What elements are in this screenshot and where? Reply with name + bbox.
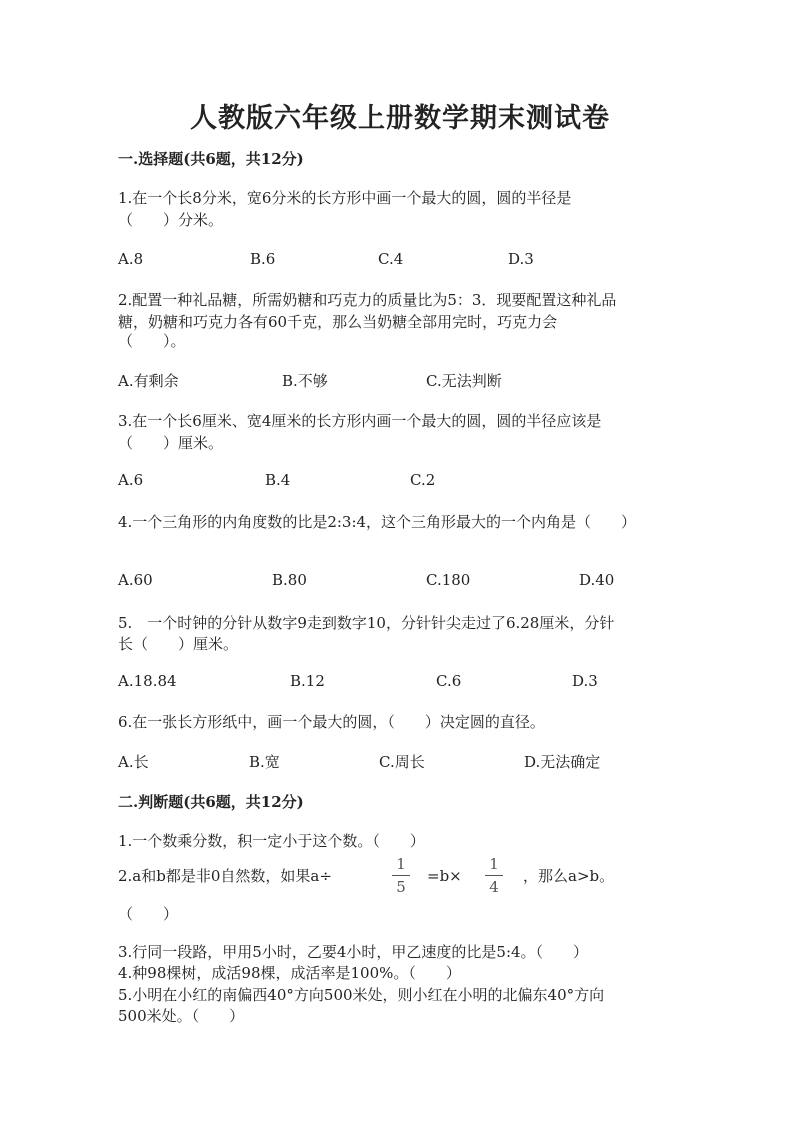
- question-1-option-a: A.8: [118, 250, 144, 268]
- question-4-option-a: A.60: [118, 571, 153, 589]
- question-1-option-c: C.4: [378, 250, 404, 268]
- judge-question-5-line-1: 5.小明在小红的南偏西40°方向500米处，则小红在小明的北偏东40°方向: [118, 986, 605, 1004]
- judge-question-4: 4.种98棵树，成活98棵，成活率是100%。（ ）: [118, 964, 461, 982]
- question-6-option-b: B.宽: [249, 753, 280, 771]
- question-6-option-a: A.长: [118, 753, 149, 771]
- fraction-numerator: 1: [489, 855, 499, 873]
- judge-question-2-part-1: 2.a和b都是非0自然数，如果a÷: [118, 867, 332, 885]
- question-3-option-c: C.2: [410, 471, 436, 489]
- question-4-option-d: D.40: [579, 571, 615, 589]
- question-4-line-1: 4.一个三角形的内角度数的比是2:3:4，这个三角形最大的一个内角是（ ）: [118, 513, 637, 531]
- fraction-bar: [392, 875, 410, 876]
- question-4-option-c: C.180: [426, 571, 471, 589]
- question-2-option-c: C.无法判断: [426, 372, 502, 390]
- judge-question-2-paren: （ ）: [118, 905, 179, 923]
- question-5-option-d: D.3: [572, 672, 598, 690]
- question-4-option-b: B.80: [272, 571, 307, 589]
- fraction-bar: [485, 875, 503, 876]
- question-1-option-b: B.6: [250, 250, 276, 268]
- judge-question-1: 1.一个数乘分数，积一定小于这个数。（ ）: [118, 832, 425, 850]
- judge-question-2-part-3: ，那么a>b。: [523, 867, 615, 885]
- question-1-option-d: D.3: [508, 250, 534, 268]
- fraction-denominator: 5: [396, 878, 406, 896]
- question-3-option-a: A.6: [118, 471, 144, 489]
- judge-question-2-part-2: =b×: [427, 867, 462, 885]
- question-2-option-b: B.不够: [282, 372, 328, 390]
- fraction-one-fifth: [391, 855, 411, 896]
- question-5-option-a: A.18.84: [118, 672, 177, 690]
- question-5-option-b: B.12: [290, 672, 325, 690]
- question-3-option-b: B.4: [265, 471, 291, 489]
- question-5-line-1: 5. 一个时钟的分针从数字9走到数字10，分针针尖走过了6.28厘米，分针: [118, 614, 615, 632]
- question-5-line-2: 长（ ）厘米。: [118, 635, 239, 653]
- judge-question-3: 3.行同一段路，甲用5小时，乙要4小时，甲乙速度的比是5:4。（ ）: [118, 943, 589, 961]
- section-heading-true-false: 二.判断题(共6题，共12分): [118, 793, 304, 811]
- question-2-line-1: 2.配置一种礼品糖，所需奶糖和巧克力的质量比为5：3．现要配置这种礼品: [118, 291, 617, 309]
- fraction-numerator: 1: [396, 855, 406, 873]
- fraction-one-fourth: [484, 855, 504, 896]
- question-5-option-c: C.6: [436, 672, 462, 690]
- question-6-option-d: D.无法确定: [524, 753, 601, 771]
- page-title: 人教版六年级上册数学期末测试卷: [190, 103, 610, 134]
- question-2-line-3: （ ）。: [118, 332, 186, 350]
- fraction-denominator: 4: [489, 878, 499, 896]
- question-6-option-c: C.周长: [379, 753, 425, 771]
- section-heading-choice: 一.选择题(共6题，共12分): [118, 150, 304, 168]
- question-3-line-2: （ ）厘米。: [118, 434, 224, 452]
- question-3-line-1: 3.在一个长6厘米、宽4厘米的长方形内画一个最大的圆，圆的半径应该是: [118, 412, 602, 430]
- question-1-line-1: 1.在一个长8分米，宽6分米的长方形中画一个最大的圆，圆的半径是: [118, 189, 572, 207]
- question-2-option-a: A.有剩余: [118, 372, 179, 390]
- question-6-line-1: 6.在一张长方形纸中，画一个最大的圆，（ ）决定圆的直径。: [118, 713, 545, 731]
- question-2-line-2: 糖，奶糖和巧克力各有60千克，那么当奶糖全部用完时，巧克力会: [118, 313, 558, 331]
- question-1-line-2: （ ）分米。: [118, 211, 224, 229]
- judge-question-5-line-2: 500米处。（ ）: [118, 1007, 245, 1025]
